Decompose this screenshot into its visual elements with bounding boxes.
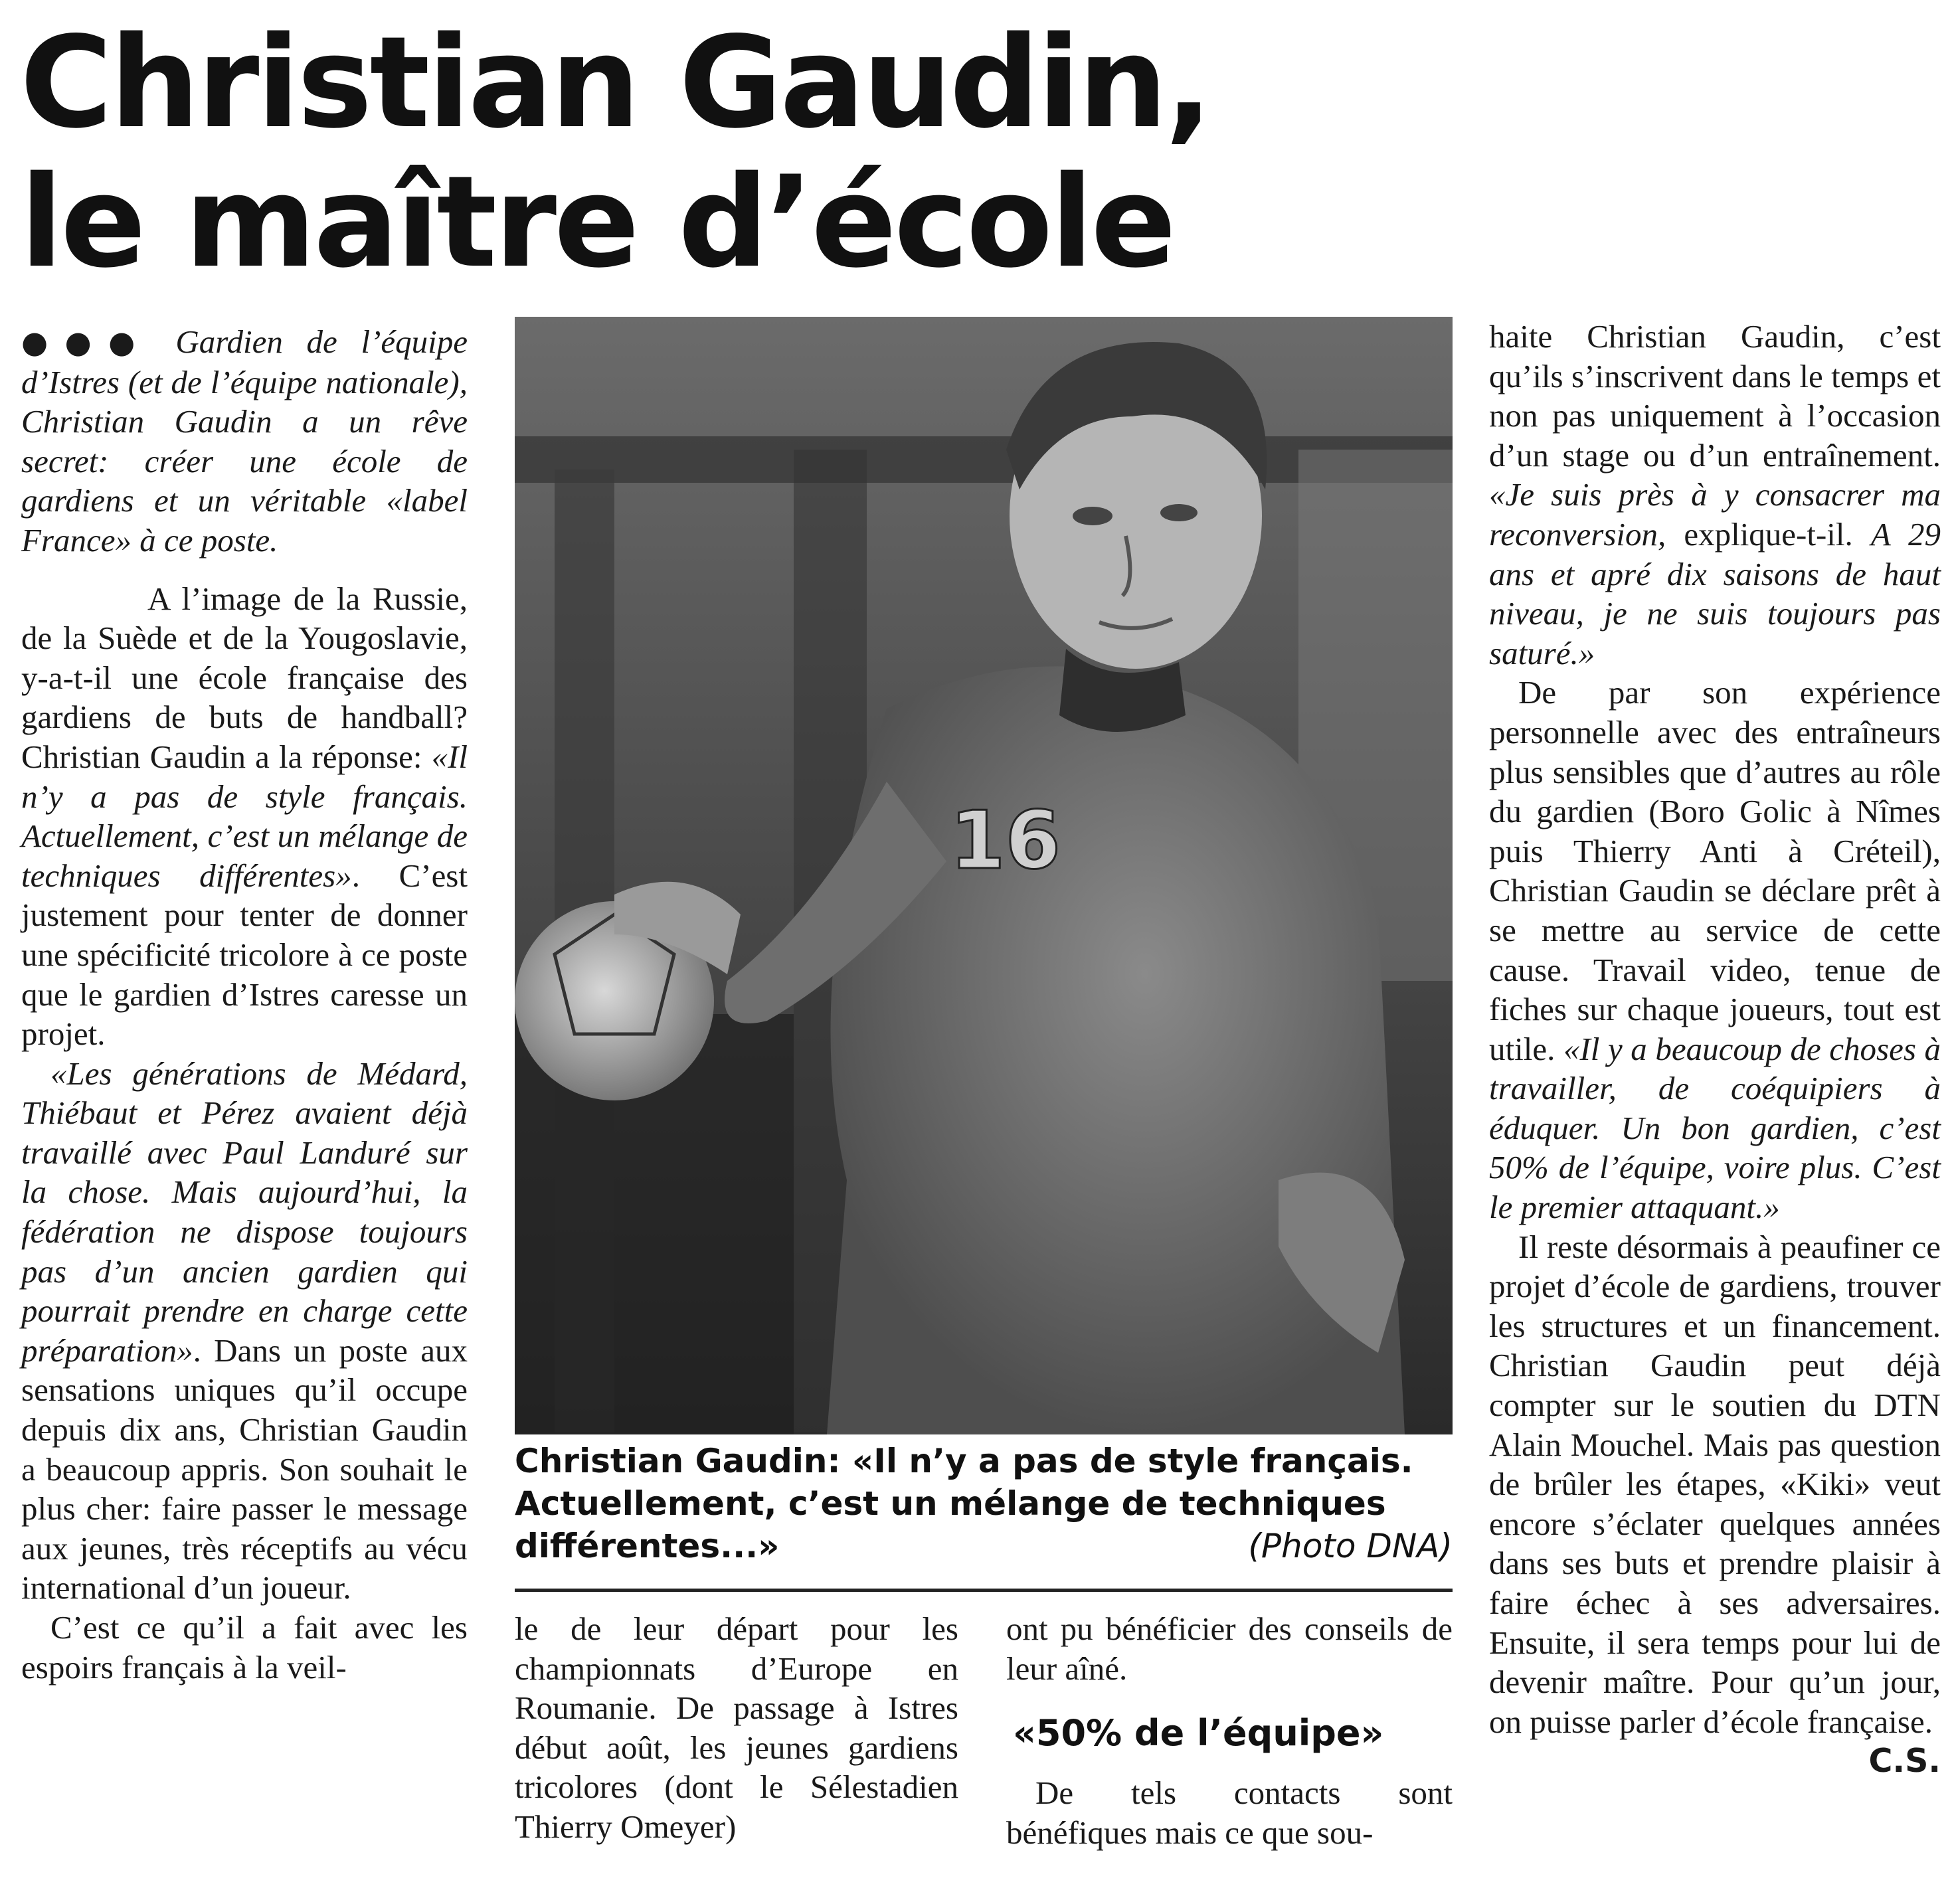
author-signature: C.S. — [1868, 1742, 1941, 1780]
lede-text: Gardien de l’équipe d’Istres (et de l’équipe nationale), Christian Gaudin a un rêve secret: créer une école de gardiens et un véritable «label France» à ce poste. — [21, 323, 468, 559]
column-4-paragraph-1 — [1489, 317, 1941, 673]
text-run: A l’image de la Russie, de la Suède et de la Yougoslavie, y-a-t-il une école française des gardiens de buts de handball? Christian Gaudin a la réponse: — [21, 580, 468, 775]
column-2-paragraph-1: le de leur départ pour les championnats d’Europe en Roumanie. De passage à Istres début août, les jeunes gardiens tricolores (dont le Sélestadien Thierry Omeyer) — [515, 1610, 958, 1845]
column-4-paragraph-2 — [1489, 673, 1941, 1227]
photo-caption — [515, 1440, 1453, 1567]
text-run: explique-t-il. — [1666, 515, 1871, 553]
photo-credit: (Photo DNA) — [1248, 1527, 1453, 1565]
subheading: «50% de l’équipe» — [1013, 1712, 1384, 1755]
goalkeeper-photo — [515, 317, 1453, 1434]
jersey-number: 16 — [950, 795, 1061, 887]
column-1 — [21, 322, 468, 1687]
column-1-paragraph-3: C’est ce qu’il a fait avec les espoirs français à la veil- — [21, 1609, 468, 1686]
lede-bullets: ●●● — [21, 324, 152, 360]
column-3-paragraph-2: De tels contacts sont bénéfiques mais ce que sou- — [1006, 1774, 1453, 1851]
quote-run: A 29 ans et apré dix saisons de haut niveau, je ne suis toujours pas saturé.» — [1489, 515, 1941, 671]
column-3-paragraph-1: ont pu bénéficier des conseils de leur aîné. — [1006, 1610, 1453, 1687]
text-run: . C’est justement pour tenter de donner une spécificité tricolore à ce poste que le gardien d’Istres caresse un projet. — [21, 857, 468, 1053]
headline-line-1: Christian Gaudin, — [20, 9, 1211, 156]
lede-paragraph — [21, 322, 468, 561]
headline-line-2: le maître d’école — [20, 149, 1174, 296]
quote-run: «Il n’y a pas de style français. Actuellement, c’est un mélange de techniques différentes» — [21, 738, 468, 894]
text-run: . Dans un poste aux sensations uniques qu’il occupe depuis dix ans, Christian Gaudin a beaucoup appris. Son souhait le plus cher: faire passer le message aux jeunes, très réceptifs au vécu international d’un joueur. — [21, 1332, 468, 1606]
column-2 — [515, 1609, 958, 1847]
quote-run: «Je suis près à y consacrer ma reconversion, — [1489, 476, 1941, 553]
quote-run: «Il y a beaucoup de choses à travailler, de coéquipiers à éduquer. Un bon gardien, c’est 50% de l’équipe, voire plus. C’est le premier attaquant.» — [1489, 1030, 1941, 1226]
quote-run: «Les générations de Médard, Thiébaut et Pérez avaient déjà travaillé avec Paul Landuré sur la chose. Mais aujourd’hui, la fédération ne dispose toujours pas d’un ancien gardien qui pourrait prendre en charge cette préparation» — [21, 1055, 468, 1369]
caption-rule — [515, 1589, 1453, 1592]
text-run: De par son expérience personnelle avec des entraîneurs plus sensibles que d’autres au rôle du gardien (Boro Golic à Nîmes puis Thierry Anti à Créteil), Christian Gaudin se déclare prêt à se mettre au service de cette cause. Travail video, tenue de fiches sur chaque joueurs, tout est utile. — [1489, 674, 1941, 1067]
text-run: Il reste désormais à peaufiner ce projet d’école de gardiens, trouver les structures et un financement. Christian Gaudin peut déjà compter sur le soutien du DTN Alain Mouchel. Mais pas question de brûler les étapes, «Kiki» veut encore s’éclater quelques années dans ses buts et prendre plaisir à faire échec à ses adversaires. Ensuite, il sera temps pour lui de devenir maître. Pour qu’un jour, on puisse parler d’école française. — [1489, 1228, 1941, 1740]
column-1-paragraph-1 — [21, 579, 468, 1054]
headline — [20, 9, 1282, 296]
column-1-paragraph-2 — [21, 1054, 468, 1608]
column-4 — [1489, 317, 1941, 1781]
caption-text: Christian Gaudin: «Il n’y a pas de style français. Actuellement, c’est un mélange de techniques différentes...» — [515, 1442, 1413, 1565]
column-4-paragraph-3 — [1489, 1227, 1941, 1780]
column-3 — [1006, 1609, 1453, 1852]
photo — [515, 317, 1453, 1434]
text-run: haite Christian Gaudin, c’est qu’ils s’inscrivent dans le temps et non pas uniquement à l’occasion d’un stage ou d’un entraînement. — [1489, 318, 1941, 474]
